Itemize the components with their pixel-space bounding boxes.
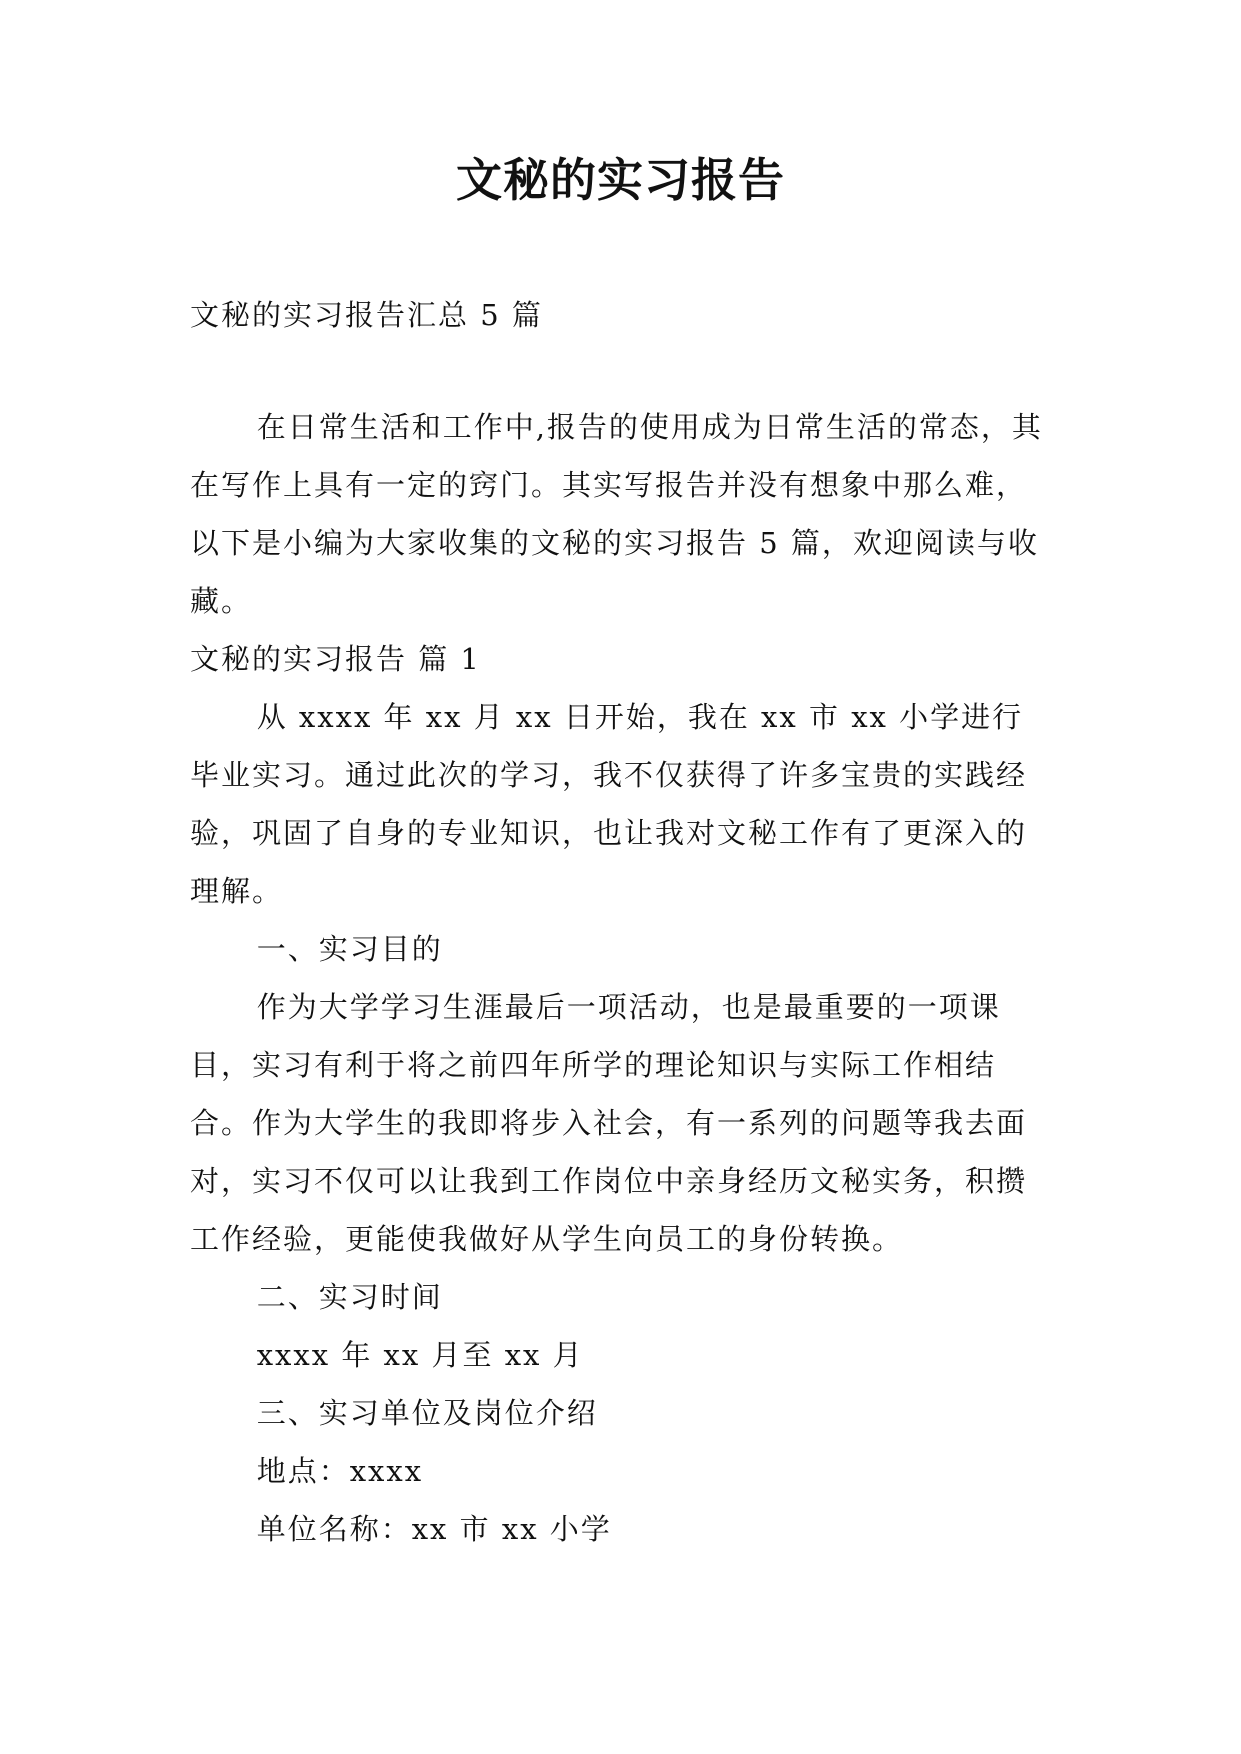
document-title: 文秘的实习报告 (456, 153, 785, 207)
heading-unit: 三、实习单位及岗位介绍 (256, 1396, 598, 1430)
paragraph-location: 地点：xxxx (256, 1454, 424, 1488)
paragraph-unit-name: 单位名称：xx 市 xx 小学 (256, 1512, 612, 1546)
section-title: 文秘的实习报告 篇 1 (190, 642, 481, 676)
paragraph-purpose: 作为大学学习生涯最后一项活动，也是最重要的一项课目，实习有利于将之前四年所学的理论知识与实际工作相结合。作为大学生的我即将步入社会，有一系列的问题等我去面对，实习不仅可以让我到工作岗位中亲身经历文秘实务，积攒工作经验，更能使我做好从学生向员工的身份转换。 (190, 990, 1028, 1256)
paragraph-time: xxxx 年 xx 月至 xx 月 (256, 1338, 584, 1372)
heading-purpose: 一、实习目的 (256, 932, 443, 966)
document-subtitle: 文秘的实习报告汇总 5 篇 (190, 298, 543, 332)
paragraph-opening: 从 xxxx 年 xx 月 xx 日开始，我在 xx 市 xx 小学进行毕业实习。通过此次的学习，我不仅获得了许多宝贵的实践经验，巩固了自身的专业知识，也让我对文秘工作有了更深入的理解。 (190, 700, 1028, 908)
document-body (190, 398, 1052, 1558)
intro-paragraph: 在日常生活和工作中,报告的使用成为日常生活的常态，其在写作上具有一定的窍门。其实写报告并没有想象中那么难，以下是小编为大家收集的文秘的实习报告 5 篇，欢迎阅读与收藏。 (190, 410, 1043, 618)
heading-time: 二、实习时间 (256, 1280, 443, 1314)
